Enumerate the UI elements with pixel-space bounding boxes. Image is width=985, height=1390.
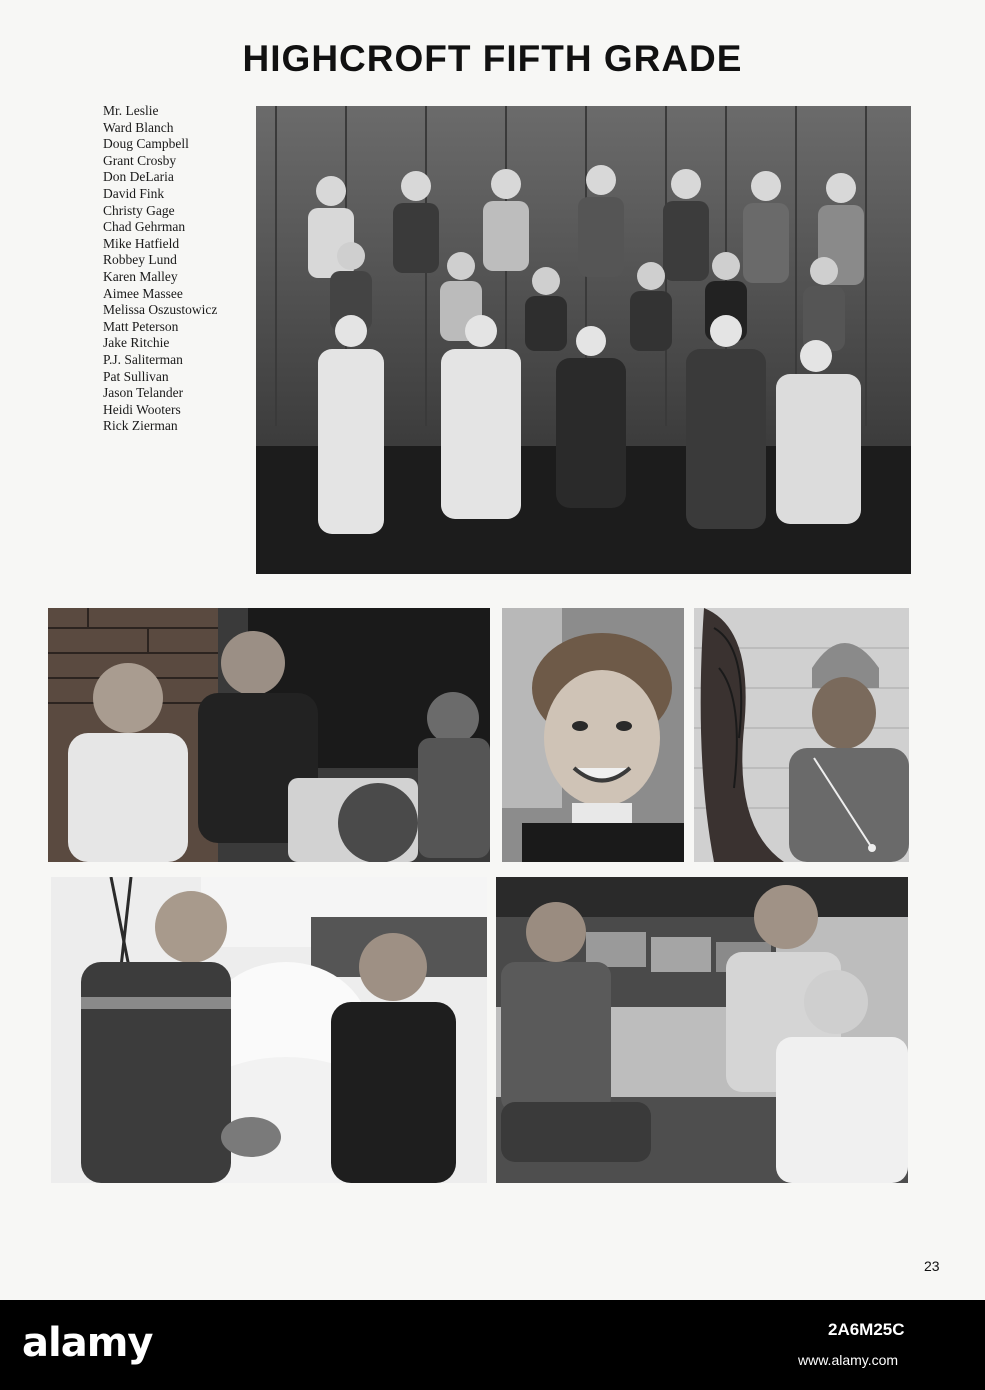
roster-name: David Fink xyxy=(103,185,165,201)
page-number: 23 xyxy=(924,1258,940,1274)
roster-name: Rick Zierman xyxy=(103,418,178,434)
roster-name: P.J. Saliterman xyxy=(103,351,183,367)
roster-name: Karen Malley xyxy=(103,268,178,284)
roster-name: Mr. Leslie xyxy=(103,103,159,118)
roster-name: Christy Gage xyxy=(103,202,175,218)
roster-name: Jason Telander xyxy=(103,385,184,401)
roster-name: Doug Campbell xyxy=(103,136,189,152)
boy-portrait-photo xyxy=(502,608,684,862)
roster-name: Chad Gehrman xyxy=(103,219,186,235)
roster-name: Melissa Oszustowicz xyxy=(103,302,218,318)
roster-name: Ward Blanch xyxy=(103,119,174,135)
class-group-photo xyxy=(256,106,911,574)
snowman-photo xyxy=(51,877,487,1183)
site-url: www.alamy.com xyxy=(798,1352,899,1368)
roster-name: Don DeLaria xyxy=(103,169,174,185)
class-roster xyxy=(103,103,217,435)
kids-crafting-photo xyxy=(48,608,490,862)
roster-name: Jake Ritchie xyxy=(103,335,170,351)
roster-name: Heidi Wooters xyxy=(103,401,181,417)
boy-knit-hat-photo xyxy=(694,608,909,862)
roster-name: Pat Sullivan xyxy=(103,368,169,384)
roster-name: Mike Hatfield xyxy=(103,235,180,251)
page-title: HIGHCROFT FIFTH GRADE xyxy=(242,38,743,79)
roster-name: Matt Peterson xyxy=(103,318,179,334)
image-id: 2A6M25C xyxy=(828,1320,905,1339)
roster-name: Aimee Massee xyxy=(103,285,183,301)
roster-name: Grant Crosby xyxy=(103,152,177,168)
classroom-craft-photo xyxy=(496,877,908,1183)
roster-name: Robbey Lund xyxy=(103,252,177,268)
brand-logo: alamy xyxy=(22,1320,153,1366)
